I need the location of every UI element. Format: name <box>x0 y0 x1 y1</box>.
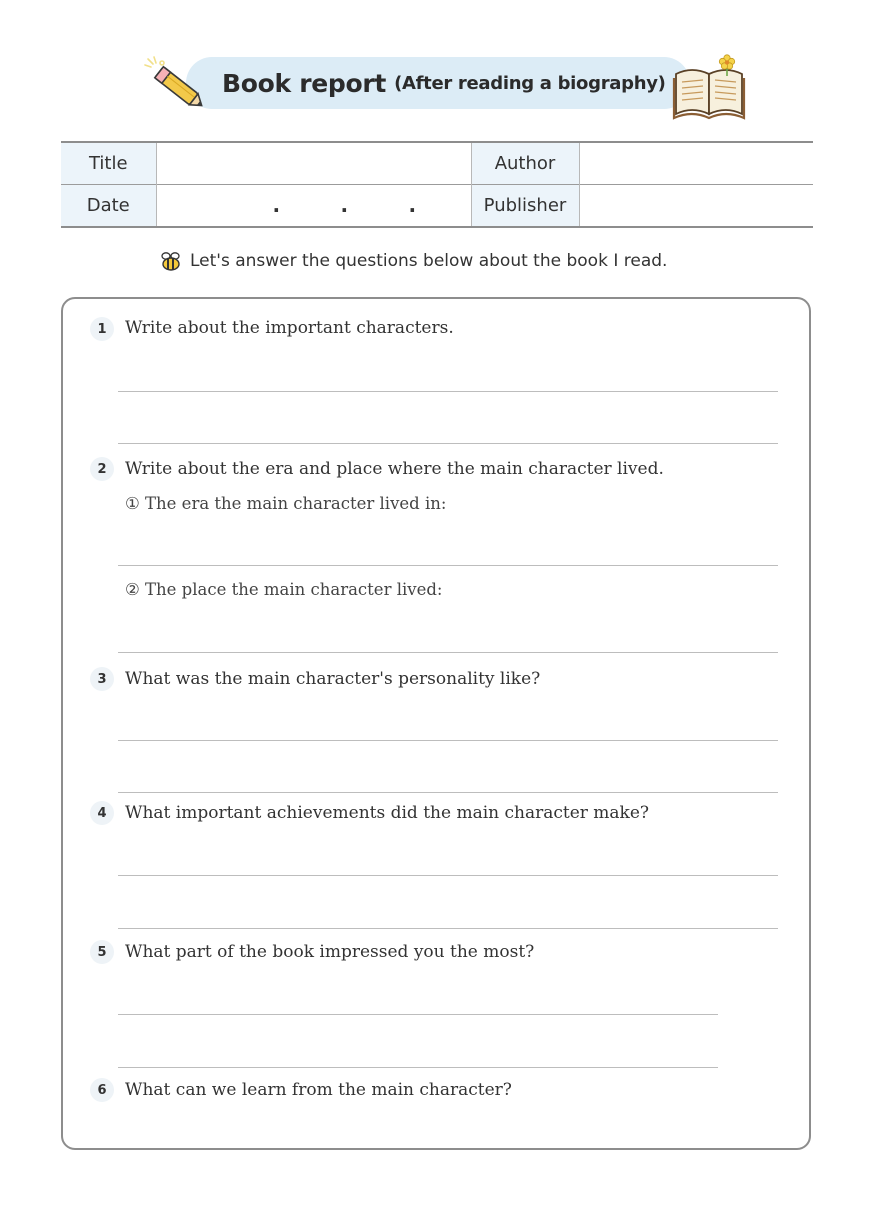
date-dot-3: . <box>408 193 417 217</box>
info-row-date-publisher <box>61 185 813 228</box>
answer-line[interactable] <box>118 652 778 653</box>
open-book-icon <box>672 54 748 120</box>
questions-panel <box>61 297 811 1150</box>
answer-line[interactable] <box>118 391 778 392</box>
answer-line[interactable] <box>118 443 778 444</box>
answer-line[interactable] <box>118 565 778 566</box>
publisher-label: Publisher <box>471 185 579 228</box>
info-row-title-author <box>61 142 813 185</box>
author-label: Author <box>471 142 579 185</box>
date-separators <box>157 185 471 226</box>
question-2-sub-place: ② The place the main character lived: <box>125 580 443 599</box>
instruction-text: Let's answer the questions below about the book I read. <box>190 251 668 271</box>
answer-line[interactable] <box>118 928 778 929</box>
date-label: Date <box>61 185 156 228</box>
pencil-icon <box>140 55 210 113</box>
author-field[interactable] <box>579 142 813 185</box>
question-5-text: What part of the book impressed you the most? <box>125 942 535 962</box>
report-title-main: Book report <box>222 68 387 98</box>
answer-line[interactable] <box>118 875 778 876</box>
answer-line[interactable] <box>118 1067 718 1068</box>
answer-line[interactable] <box>118 792 778 793</box>
question-2-text: Write about the era and place where the main character lived. <box>125 459 664 479</box>
question-2-number: 2 <box>90 457 114 481</box>
date-field[interactable] <box>156 185 471 228</box>
question-4-number: 4 <box>90 801 114 825</box>
date-dot-2: . <box>340 193 349 217</box>
publisher-field[interactable] <box>579 185 813 228</box>
question-6-number: 6 <box>90 1078 114 1102</box>
book-info-table <box>61 141 813 228</box>
title-field[interactable] <box>156 142 471 185</box>
title-label: Title <box>61 142 156 185</box>
answer-line[interactable] <box>118 1014 718 1015</box>
question-6-text: What can we learn from the main character? <box>125 1080 512 1100</box>
date-dot-1: . <box>272 193 281 217</box>
instruction <box>160 248 667 274</box>
question-1-number: 1 <box>90 317 114 341</box>
question-4-text: What important achievements did the main character make? <box>125 803 650 823</box>
question-3-text: What was the main character's personality like? <box>125 669 541 689</box>
question-3-number: 3 <box>90 667 114 691</box>
answer-line[interactable] <box>118 740 778 741</box>
report-title <box>222 62 666 104</box>
question-2-sub-era: ① The era the main character lived in: <box>125 494 447 513</box>
question-5-number: 5 <box>90 940 114 964</box>
question-1-text: Write about the important characters. <box>125 318 454 338</box>
bee-icon <box>160 250 182 272</box>
report-title-sub: (After reading a biography) <box>394 72 666 94</box>
